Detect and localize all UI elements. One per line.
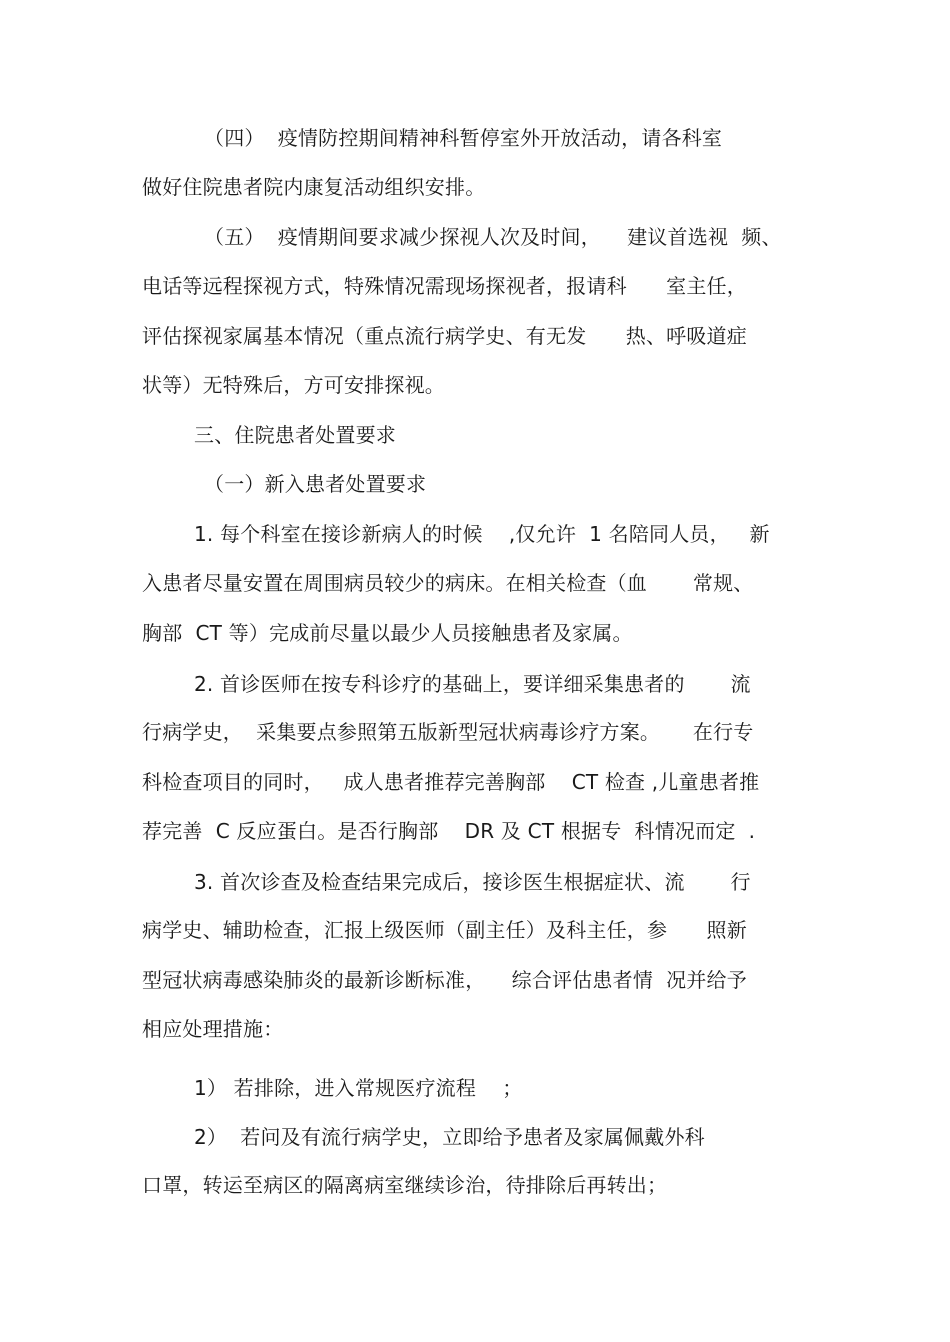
paragraph-5-line-3: 评估探视家属基本情况（重点流行病学史、有无发 热、呼吸道症: [142, 324, 747, 348]
paragraph-5-line-2: 电话等远程探视方式，特殊情况需现场探视者，报请科 室主任，: [142, 274, 747, 298]
item-1-line-1: 1. 每个科室在接诊新病人的时候 ,仅允许 1 名陪同人员， 新: [194, 522, 770, 546]
item-1-line-3: 胸部 CT 等）完成前尽量以最少人员接触患者及家属。: [142, 621, 633, 645]
item-3-line-4: 相应处理措施：: [142, 1017, 284, 1041]
item-3-line-3: 型冠状病毒感染肺炎的最新诊断标准， 综合评估患者情 况并给予: [142, 968, 747, 992]
item-2-line-2: 行病学史， 采集要点参照第五版新型冠状病毒诊疗方案。 在行专: [142, 720, 754, 744]
sub-item-2-line-1: 2） 若问及有流行病学史，立即给予患者及家属佩戴外科: [194, 1125, 705, 1149]
sub-item-1: 1） 若排除，进入常规医疗流程 ；: [194, 1076, 523, 1100]
item-2-line-4: 荐完善 C 反应蛋白。是否行胸部 DR 及 CT 根据专 科情况而定 .: [142, 819, 756, 843]
item-3-line-1: 3. 首次诊查及检查结果完成后，接诊医生根据症状、流 行: [194, 870, 751, 894]
paragraph-5-line-1: （五） 疫情期间要求减少探视人次及时间， 建议首选视 频、: [204, 225, 782, 249]
item-3-line-2: 病学史、辅助检查，汇报上级医师（副主任）及科主任，参 照新: [142, 918, 747, 942]
section-heading-3: 三、住院患者处置要求: [194, 423, 396, 447]
paragraph-4-line-1: （四） 疫情防控期间精神科暂停室外开放活动，请各科室: [204, 126, 723, 150]
item-2-line-1: 2. 首诊医师在按专科诊疗的基础上，要详细采集患者的 流: [194, 672, 751, 696]
sub-item-2-line-2: 口罩，转运至病区的隔离病室继续诊治，待排除后再转出；: [142, 1173, 668, 1197]
item-1-line-2: 入患者尽量安置在周围病员较少的病床。在相关检查（血 常规、: [142, 571, 754, 595]
paragraph-5-line-4: 状等）无特殊后，方可安排探视。: [142, 373, 445, 397]
item-2-line-3: 科检查项目的同时， 成人患者推荐完善胸部 CT 检查 ,儿童患者推: [142, 770, 760, 794]
subsection-heading-1: （一）新入患者处置要求: [204, 472, 427, 496]
paragraph-4-line-2: 做好住院患者院内康复活动组织安排。: [142, 175, 486, 199]
